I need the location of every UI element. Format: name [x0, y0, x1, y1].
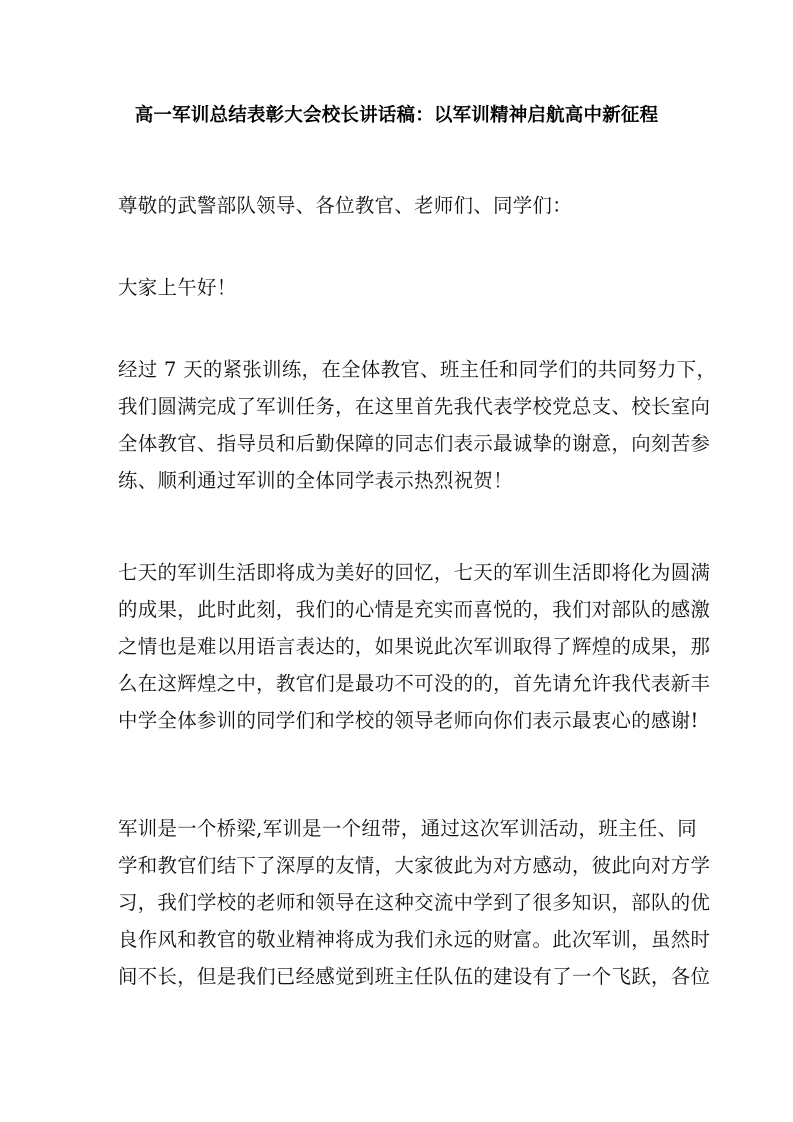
paragraph-line: 全体教官、指导员和后勤保障的同志们表示最诚挚的谢意，向刻苦参	[118, 432, 711, 455]
paragraph-line: 练、顺利通过军训的全体同学表示热烈祝贺！	[118, 469, 513, 492]
paragraph-line: 七天的军训生活即将成为美好的回忆，七天的军训生活即将化为圆满	[118, 561, 711, 584]
paragraph-line: 经过 7 天的紧张训练，在全体教官、班主任和同学们的共同努力下，	[118, 358, 717, 381]
greeting	[118, 269, 678, 306]
salutation-text: 尊敬的武警部队领导、各位教官、老师们、同学们：	[118, 194, 573, 217]
paragraph-line: 之情也是难以用语言表达的，如果说此次军训取得了辉煌的成果，那	[118, 635, 711, 658]
salutation	[118, 187, 678, 224]
greeting-text: 大家上午好！	[118, 276, 237, 299]
paragraph-line: 学和教官们结下了深厚的友情，大家彼此为对方感动，彼此向对方学	[118, 854, 711, 877]
paragraph-line: 习，我们学校的老师和领导在这种交流中学到了很多知识，部队的优	[118, 891, 711, 914]
document-title: 高一军训总结表彰大会校长讲话稿：以军训精神启航高中新征程	[134, 105, 659, 126]
paragraph-line: 中学全体参训的同学们和学校的领导老师向你们表示最衷心的感谢!	[118, 709, 699, 732]
paragraph-line: 么在这辉煌之中，教官们是最功不可没的的，首先请允许我代表新丰	[118, 672, 711, 695]
paragraph-line: 间不长，但是我们已经感觉到班主任队伍的建设有了一个飞跃，各位	[118, 965, 711, 988]
paragraph-2	[118, 554, 711, 739]
paragraph-line: 良作风和教官的敬业精神将成为我们永远的财富。此次军训，虽然时	[118, 928, 711, 951]
paragraph-1	[118, 351, 717, 499]
paragraph-3	[118, 810, 711, 995]
paragraph-line: 我们圆满完成了军训任务，在这里首先我代表学校党总支、校长室向	[118, 395, 711, 418]
paragraph-line: 的成果，此时此刻，我们的心情是充实而喜悦的，我们对部队的感激	[118, 598, 711, 621]
paragraph-line: 军训是一个桥梁,军训是一个纽带，通过这次军训活动，班主任、同	[118, 817, 697, 840]
